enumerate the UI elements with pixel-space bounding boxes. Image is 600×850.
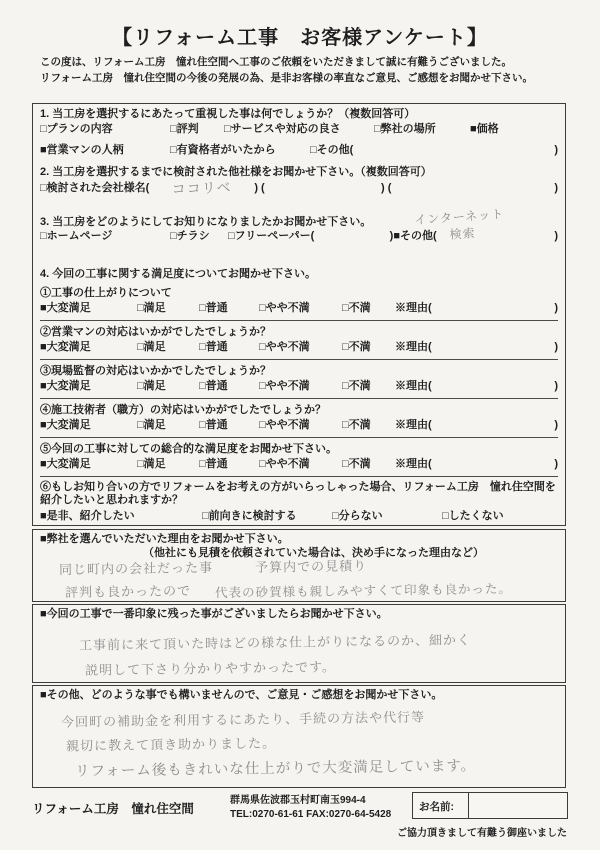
handwriting-within-budget: 予算内での見積り [254, 558, 368, 575]
paren-close: ) [554, 458, 558, 470]
q1-options-row2 [40, 144, 558, 157]
rating-options [40, 380, 558, 393]
rating-block-technicians [40, 398, 558, 437]
q6-heading: ⑥もしお知り合いの方でリフォームをお考えの方がいらっしゃった場合、リフォーム工房 憧れ住空間を紹介したいと思われますか？ [40, 481, 556, 506]
q2-answer-row [40, 178, 558, 198]
reason-section-note: （他社にも見積を依頼されていた場合は、決め手になった理由など） [143, 547, 484, 559]
paren-close: ) [554, 380, 558, 392]
checkbox-very-satisfied-checked: ■大変満足 [40, 302, 91, 314]
paren-sep: ) ( [254, 182, 265, 194]
q1-heading: 1. 当工房を選択するにあたって重視した事は何でしょうか？（複数回答可） [40, 108, 416, 120]
checkbox-service-quality: □サービスや対応の良さ [224, 123, 341, 135]
checkbox-somewhat-dissatisfied: □やや不満 [259, 419, 310, 431]
handwriting-impression-line1: 工事前に来て頂いた時はどの様な仕上がりになるのか、細かく [78, 632, 472, 653]
page-title: 【リフォーム工事 お客様アンケート】 [112, 27, 488, 49]
name-entry-box [412, 792, 568, 819]
paren-close: ) [554, 144, 558, 156]
checkbox-very-satisfied-checked: ■大変満足 [40, 458, 91, 470]
rating-heading: ①工事の仕上がりについて [40, 287, 172, 299]
paren-close: ) [554, 419, 558, 431]
checkbox-salesman-character-checked: ■営業マンの人柄 [40, 144, 124, 156]
questions-box [32, 103, 566, 526]
checkbox-other-q1: □その他( [310, 144, 354, 156]
reason-label: ※理由( [395, 302, 432, 314]
checkbox-considered-companies: □検討された会社様名( [40, 182, 150, 194]
handwriting-good-reputation: 評判も良かったので [64, 583, 192, 600]
paren-sep: ) ( [381, 182, 392, 194]
handwriting-satisfied-finish: リフォーム後もきれいな仕上がりで大変満足しています。 [74, 758, 477, 780]
checkbox-somewhat-dissatisfied: □やや不満 [259, 302, 310, 314]
intro-line-2: リフォーム工房 憧れ住空間の今後の発展の為、是非お客様の率直なご意見、ご感想をお聞かせ下さい。 [40, 71, 533, 84]
q3-heading: 3. 当工房をどのようにしてお知りになりましたかお聞かせ下さい。 [40, 216, 372, 228]
checkbox-dissatisfied: □不満 [342, 380, 371, 392]
rating-heading: ②営業マンの対応はいかがでしたでしょうか？ [40, 326, 271, 338]
rating-heading: ⑤今回の工事に対しての総合的な満足度をお聞かせ下さい。 [40, 443, 337, 455]
rating-block-salesman [40, 320, 558, 359]
checkbox-somewhat-dissatisfied: □やや不満 [259, 341, 310, 353]
checkbox-free-paper: □フリーペーパー( [228, 230, 315, 242]
rating-heading: ③現場監督の対応はいかかでしたでしょうか？ [40, 365, 271, 377]
checkbox-dont-know: □分らない [332, 510, 383, 522]
checkbox-satisfied: □満足 [137, 380, 166, 392]
rating-options [40, 419, 558, 432]
reason-section-heading: ■弊社を選んでいただいた理由をお聞かせ下さい。 [40, 533, 289, 545]
checkbox-dissatisfied: □不満 [342, 419, 371, 431]
checkbox-company-location: □弊社の場所 [374, 123, 436, 135]
name-field [469, 793, 567, 818]
paren-close: ) [554, 302, 558, 314]
checkbox-price-checked: ■価格 [470, 123, 499, 135]
paren-close: ) [554, 230, 558, 242]
handwriting-same-town: 同じ町内の会社だった事 [58, 559, 214, 578]
rating-block-overall [40, 437, 558, 476]
rating-options [40, 302, 558, 315]
reason-section [32, 529, 566, 602]
checkbox-satisfied: □満足 [137, 458, 166, 470]
footer-company-name: リフォーム工房 憧れ住空間 [32, 802, 194, 816]
checkbox-satisfied: □満足 [137, 419, 166, 431]
reason-label: ※理由( [395, 341, 432, 353]
q6-options-row [40, 510, 558, 523]
checkbox-other-q3-checked: ■その他( [393, 230, 437, 242]
handwriting-search: 検索 [449, 225, 477, 242]
checkbox-definitely-introduce-checked: ■是非、紹介したい [40, 510, 135, 522]
checkbox-dont-want: □したくない [442, 510, 504, 522]
footer-contact [230, 792, 412, 822]
impression-section [32, 604, 566, 683]
checkbox-reputation: □評判 [170, 123, 199, 135]
footer [32, 792, 568, 822]
footer-address: 群馬県佐波郡玉村町南玉994-4 [230, 795, 366, 806]
impression-section-heading: ■今回の工事で一番印象に残った事がございましたらお聞かせ下さい。 [40, 608, 388, 620]
checkbox-normal: □普通 [199, 302, 228, 314]
checkbox-normal: □普通 [199, 458, 228, 470]
checkbox-very-satisfied-checked: ■大変満足 [40, 341, 91, 353]
reason-label: ※理由( [395, 419, 432, 431]
checkbox-homepage: □ホームページ [40, 230, 113, 242]
intro-line-1: この度は、リフォーム工房 憧れ住空間へ工事のご依頼をいただきまして誠に有難うございました。 [40, 56, 512, 68]
paren-close: ) [389, 230, 394, 242]
reason-label: ※理由( [395, 380, 432, 392]
checkbox-qualified-staff: □有資格者がいたから [170, 144, 276, 156]
handwriting-subsidy-line1: 今回町の補助金を利用するにあたり、手続の方法や代行等 [60, 709, 426, 730]
handwriting-subsidy-line2: 親切に教えて頂き助かりました。 [65, 735, 277, 754]
handwriting-internet-search [414, 206, 506, 246]
footer-tel-fax: TEL:0270-61-61 FAX:0270-64-5428 [230, 809, 392, 820]
handwriting-company-name: ココリベ [171, 178, 232, 198]
checkbox-dissatisfied: □不満 [342, 302, 371, 314]
checkbox-flyer: □チラシ [170, 230, 210, 242]
rating-block-site-supervisor [40, 359, 558, 398]
handwriting-impression-line2: 説明して下さり分かりやすかったです。 [84, 659, 337, 678]
checkbox-very-satisfied-checked: ■大変満足 [40, 380, 91, 392]
checkbox-plan-content: □プランの内容 [40, 123, 113, 135]
checkbox-normal: □普通 [199, 380, 228, 392]
checkbox-very-satisfied-checked: ■大変満足 [40, 419, 91, 431]
rating-options [40, 458, 558, 471]
paren-close: ) [554, 341, 558, 353]
rating-heading: ④施工技術者（職方）の対応はいかがでしたでしょうか？ [40, 404, 326, 416]
paren-close: ) [554, 182, 558, 194]
checkbox-positively-consider: □前向きに検討する [202, 510, 297, 522]
other-comments-section [32, 685, 566, 788]
other-section-heading: ■その他、どのような事でも構いませんので、ご意見・ご感想をお聞かせ下さい。 [40, 689, 443, 701]
reason-label: ※理由( [395, 458, 432, 470]
checkbox-dissatisfied: □不満 [342, 458, 371, 470]
thanks-note: ご協力頂きまして有難う御座いました [397, 828, 567, 839]
checkbox-somewhat-dissatisfied: □やや不満 [259, 458, 310, 470]
q1-options-row1 [40, 123, 558, 136]
checkbox-somewhat-dissatisfied: □やや不満 [259, 380, 310, 392]
referral-question-block [40, 476, 558, 523]
checkbox-normal: □普通 [199, 419, 228, 431]
name-label: お名前: [413, 793, 469, 818]
handwriting-friendly-representative: 代表の砂賀様も親しみやすくて印象も良かった。 [214, 581, 513, 601]
intro-text [40, 55, 600, 87]
checkbox-normal: □普通 [199, 341, 228, 353]
q2-heading: 2. 当工房を選択するまでに検討された他社様をお聞かせ下さい。（複数回答可） [40, 166, 432, 178]
q4-heading: 4. 今回の工事に関する満足度についてお聞かせ下さい。 [40, 268, 317, 280]
handwriting-internet: インターネット [413, 206, 505, 228]
checkbox-satisfied: □満足 [137, 341, 166, 353]
rating-options [40, 341, 558, 354]
rating-block-finish [40, 287, 558, 320]
checkbox-dissatisfied: □不満 [342, 341, 371, 353]
checkbox-satisfied: □満足 [137, 302, 166, 314]
